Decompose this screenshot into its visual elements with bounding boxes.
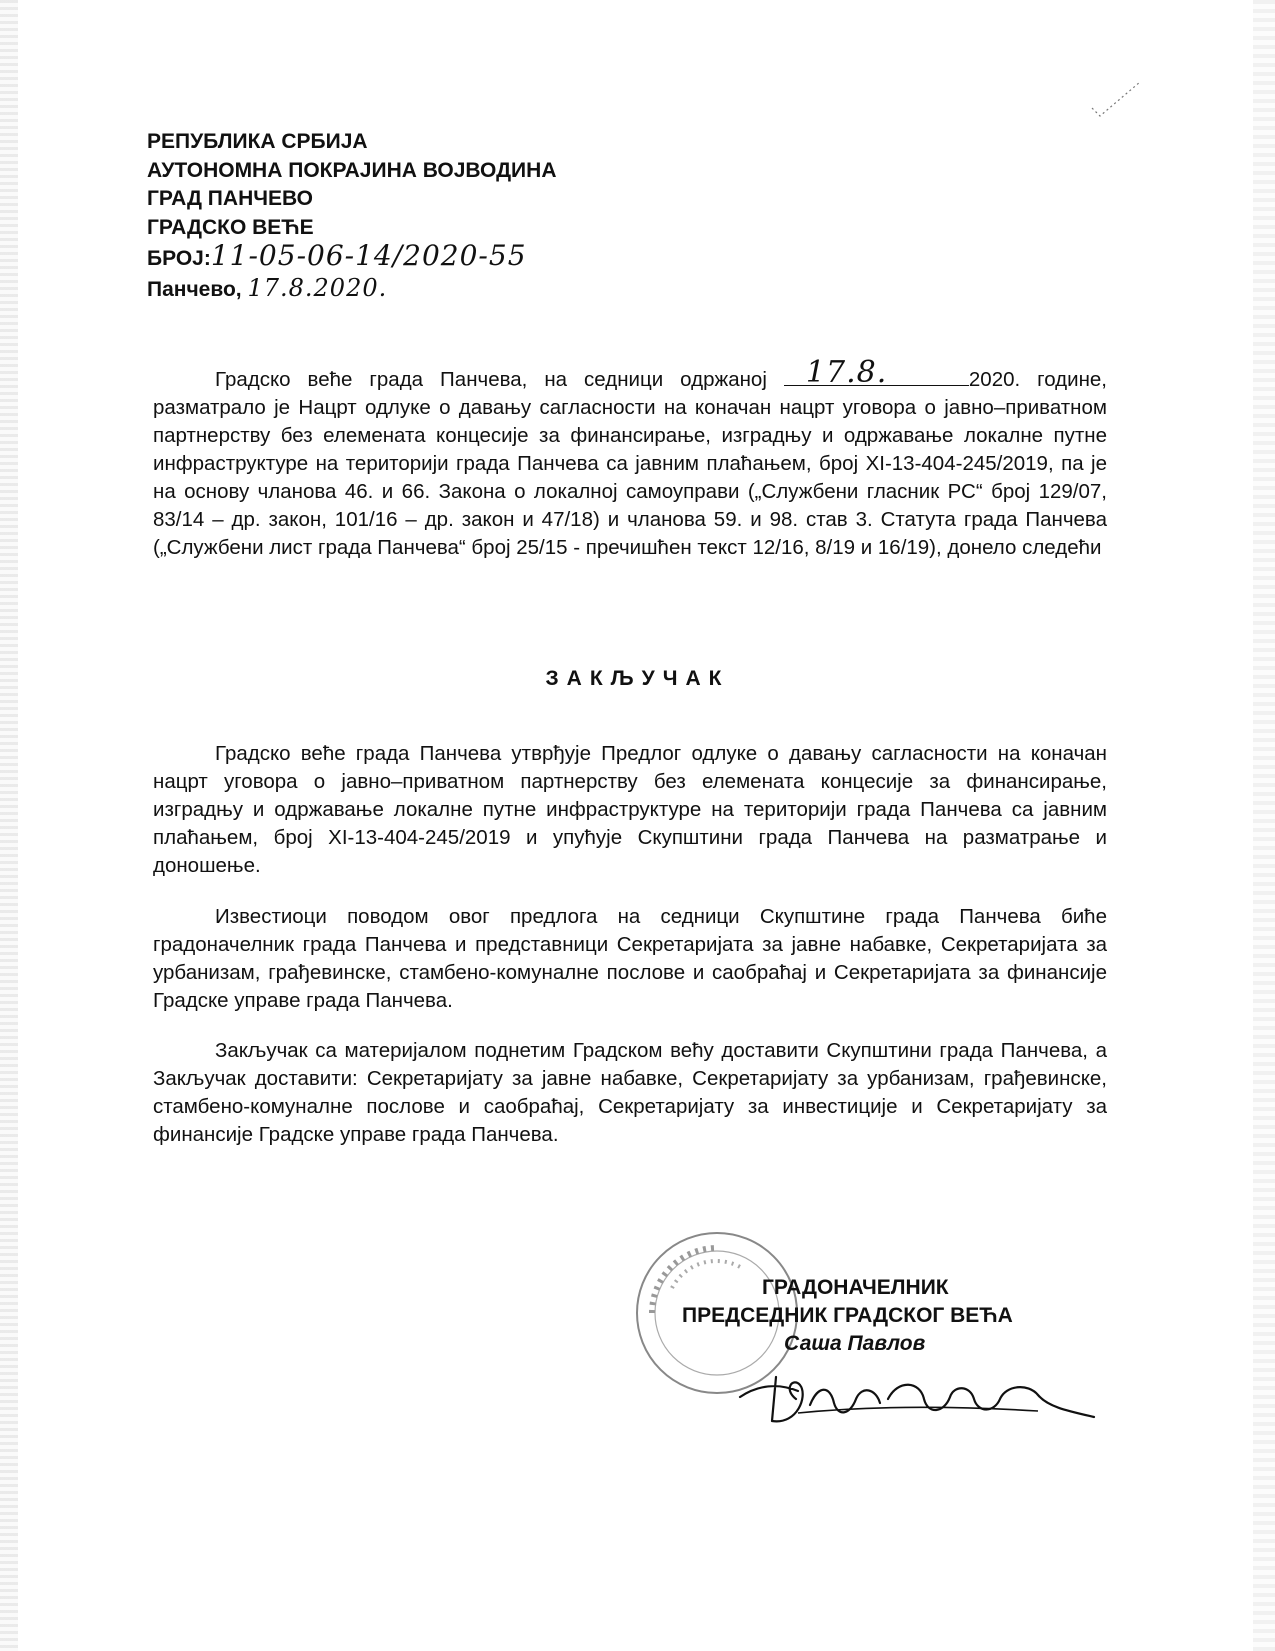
paragraph-text: Градско веће града Панчева утврђује Предлог одлуке о давању сагласности на коначан нацрт уговора о јавно–приватном партнерству без елемената концесије за финансирање, изградњу и одржавање локалне путне инфраструктуре на територији града Панчева са јавним плаћањем, број XI-13-404-245/2019 и упућује Скупштини града Панчева на разматрање и доношење. [153, 742, 1107, 877]
handwritten-session-date: 17.8. [805, 355, 888, 390]
body-paragraph-3 [153, 1037, 1107, 1149]
handwritten-date: 17.8.2020. [247, 273, 388, 302]
signatory-title-president: ПРЕДСЕДНИК ГРАДСКОГ ВЕЋА [682, 1304, 1013, 1327]
scan-edge-right [1253, 0, 1275, 1651]
session-date-blank [784, 355, 969, 390]
header-city: ГРАД ПАНЧЕВО [147, 187, 313, 210]
corner-check-mark-icon [1090, 78, 1142, 120]
place-label: Панчево, [147, 277, 242, 301]
signatory-name: Саша Павлов [784, 1332, 926, 1355]
header-date-row [147, 274, 556, 305]
paragraph-text: Закључак са материјалом поднетим Градском већу доставити Скупштини града Панчева, а Закључак доставити: Секретаријату за јавне набавке, Секретаријату за урбанизам, грађевинске, стамбено-комуналне послове и саобраћај, Секретаријату за инвестиције и Секретаријату за финансије Градске управе града Панчева. [153, 1039, 1107, 1146]
intro-text-rest: 2020. године, разматрало је Нацрт одлуке о давању сагласности на коначан нацрт уговора о јавно–приватном партнерству без елемената концесије за финансирање, изградњу и одржавање локалне путне инфраструктуре на територији града Панчева са јавним плаћањем, број XI-13-404-245/2019, па је на основу чланова 46. и 66. Закона о локалној самоуправи („Службени гласник РС“ број 129/07, 83/14 – др. закон, 101/16 – др. закон и 47/18) и чланова 59. и 98. став 3. Статута града Панчева („Службени лист града Панчева“ број 25/15 - пречишћен текст 12/16, 8/19 и 16/19), донело следећи [153, 368, 1107, 559]
body-paragraph-2 [153, 903, 1107, 1015]
header-province: АУТОНОМНА ПОКРАЈИНА ВОЈВОДИНА [147, 158, 557, 182]
document-header [147, 128, 556, 304]
intro-paragraph [153, 355, 1107, 562]
header-number-row [147, 239, 556, 274]
signature-block [682, 1274, 1013, 1358]
paragraph-text: Известиоци поводом овог предлога на седници Скупштине града Панчева биће градоначелник града Панчева и представници Секретаријата за јавне набавке, Секретаријата за урбанизам, грађевинске, стамбено-комуналне послове и саобраћај и Секретаријата за финансије Градске управе града Панчева. [153, 905, 1107, 1012]
signatory-title-mayor: ГРАДОНАЧЕЛНИК [762, 1276, 949, 1299]
header-republic: РЕПУБЛИКА СРБИЈА [147, 130, 368, 153]
intro-text-start: Градско веће града Панчева, на седници одржаној [215, 368, 767, 391]
body-paragraph-1 [153, 740, 1107, 880]
handwritten-number: 11-05-06-14/2020-55 [210, 239, 527, 272]
handwritten-signature-icon [738, 1355, 1098, 1435]
header-council: ГРАДСКО ВЕЋЕ [147, 215, 314, 239]
document-title: ЗАКЉУЧАК [545, 667, 730, 690]
scan-edge-left [0, 0, 18, 1651]
number-label: БРОЈ: [147, 247, 211, 270]
